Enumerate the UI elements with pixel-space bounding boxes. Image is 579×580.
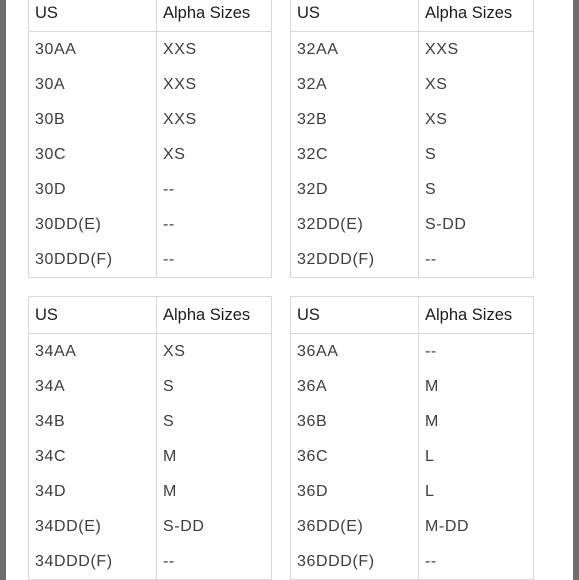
column-header-us: US	[291, 297, 419, 334]
table-row	[29, 369, 272, 404]
us-size-cell: 34D	[29, 474, 157, 509]
table-row	[291, 334, 534, 370]
us-size-cell: 32C	[291, 137, 419, 172]
table-row	[291, 102, 534, 137]
table-row	[29, 439, 272, 474]
us-size-cell: 36B	[291, 404, 419, 439]
alpha-size-cell: --	[163, 552, 175, 570]
table-row	[29, 172, 272, 207]
us-size-cell: 34AA	[29, 334, 157, 370]
us-size-cell: 36C	[291, 439, 419, 474]
table-header-row	[291, 297, 534, 334]
column-header-alpha-sizes: Alpha Sizes	[419, 297, 534, 334]
table-header-row	[291, 0, 534, 32]
table-row	[29, 102, 272, 137]
us-size-cell: 32AA	[291, 32, 419, 68]
column-header-us: US	[29, 297, 157, 334]
table-row	[291, 242, 534, 278]
alpha-size-cell: L	[425, 482, 435, 500]
table-row	[291, 32, 534, 68]
us-size-cell: 34A	[29, 369, 157, 404]
size-table-30	[28, 0, 272, 278]
size-table-36	[290, 296, 534, 580]
alpha-size-cell: --	[425, 342, 437, 360]
us-size-cell: 36D	[291, 474, 419, 509]
column-header-alpha-sizes: Alpha Sizes	[419, 0, 534, 32]
table-header-row	[29, 0, 272, 32]
column-header-us: US	[291, 0, 419, 32]
alpha-size-cell: S	[163, 377, 175, 395]
alpha-size-cell: XXS	[425, 40, 459, 58]
us-size-cell: 34DDD(F)	[29, 544, 157, 580]
alpha-size-cell: M	[425, 412, 439, 430]
alpha-size-cell: M	[163, 482, 177, 500]
table-row	[291, 404, 534, 439]
table-row	[29, 207, 272, 242]
table-row	[29, 137, 272, 172]
alpha-size-cell: M	[425, 377, 439, 395]
us-size-cell: 36AA	[291, 334, 419, 370]
us-size-cell: 32A	[291, 67, 419, 102]
us-size-cell: 32D	[291, 172, 419, 207]
size-table-32	[290, 0, 534, 278]
alpha-size-cell: S	[425, 180, 437, 198]
table-row	[291, 172, 534, 207]
table-row	[29, 474, 272, 509]
alpha-size-cell: XS	[163, 145, 186, 163]
table-row	[291, 509, 534, 544]
table-row	[29, 242, 272, 278]
table-row	[291, 207, 534, 242]
alpha-size-cell: L	[425, 447, 435, 465]
us-size-cell: 34C	[29, 439, 157, 474]
alpha-size-cell: XXS	[163, 75, 197, 93]
us-size-cell: 30DD(E)	[29, 207, 157, 242]
column-header-alpha-sizes: Alpha Sizes	[157, 297, 272, 334]
alpha-size-cell: S	[163, 412, 175, 430]
us-size-cell: 36DD(E)	[291, 509, 419, 544]
table-row	[291, 439, 534, 474]
alpha-size-cell: --	[163, 180, 175, 198]
us-size-cell: 32B	[291, 102, 419, 137]
alpha-size-cell: --	[425, 250, 437, 268]
alpha-size-cell: XS	[425, 110, 448, 128]
us-size-cell: 34B	[29, 404, 157, 439]
alpha-size-cell: XXS	[163, 40, 197, 58]
us-size-cell: 30DDD(F)	[29, 242, 157, 278]
us-size-cell: 30D	[29, 172, 157, 207]
us-size-cell: 34DD(E)	[29, 509, 157, 544]
table-row	[291, 544, 534, 580]
us-size-cell: 30A	[29, 67, 157, 102]
column-header-us: US	[29, 0, 157, 32]
table-header-row	[29, 297, 272, 334]
us-size-cell: 36A	[291, 369, 419, 404]
alpha-size-cell: XS	[425, 75, 448, 93]
us-size-cell: 30B	[29, 102, 157, 137]
table-row	[291, 369, 534, 404]
table-row	[29, 67, 272, 102]
us-size-cell: 36DDD(F)	[291, 544, 419, 580]
us-size-cell: 30AA	[29, 32, 157, 68]
us-size-cell: 30C	[29, 137, 157, 172]
table-row	[291, 137, 534, 172]
alpha-size-cell: XXS	[163, 110, 197, 128]
alpha-size-cell: XS	[163, 342, 186, 360]
table-row	[29, 544, 272, 580]
table-row	[29, 404, 272, 439]
alpha-size-cell: M	[163, 447, 177, 465]
alpha-size-cell: S	[425, 145, 437, 163]
left-frame-edge	[0, 0, 6, 580]
size-table-34	[28, 296, 272, 580]
right-frame-edge	[573, 0, 579, 580]
table-row	[29, 509, 272, 544]
column-header-alpha-sizes: Alpha Sizes	[157, 0, 272, 32]
alpha-size-cell: --	[425, 552, 437, 570]
table-row	[29, 334, 272, 370]
alpha-size-cell: S-DD	[163, 517, 205, 535]
table-row	[29, 32, 272, 68]
us-size-cell: 32DD(E)	[291, 207, 419, 242]
table-row	[291, 67, 534, 102]
alpha-size-cell: S-DD	[425, 215, 467, 233]
alpha-size-cell: --	[163, 250, 175, 268]
us-size-cell: 32DDD(F)	[291, 242, 419, 278]
table-row	[291, 474, 534, 509]
alpha-size-cell: --	[163, 215, 175, 233]
alpha-size-cell: M-DD	[425, 517, 470, 535]
